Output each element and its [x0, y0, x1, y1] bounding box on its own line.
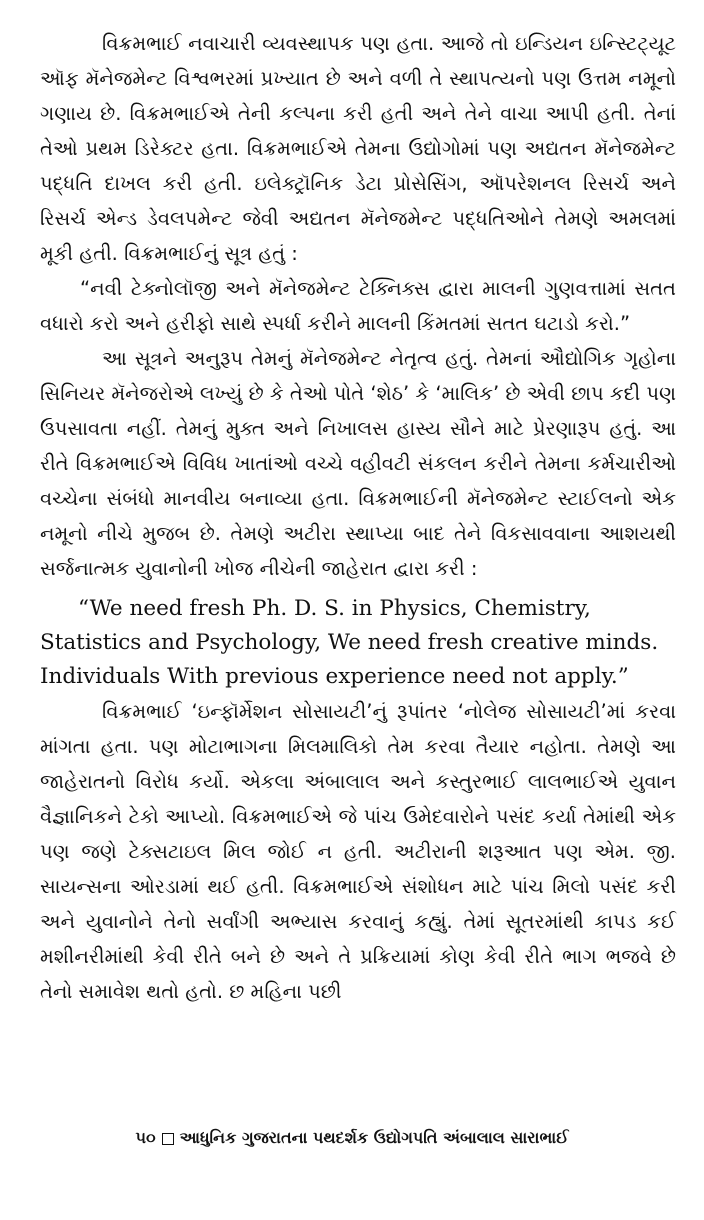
paragraph-innovative-manager: વિક્રમભાઈ નવાચારી વ્યવસ્થાપક પણ હતા. આજે તો ઇન્ડિયન ઇન્સ્ટિટ્યૂટ ઑફ મૅનેજમેન્ટ વિશ્વભરમાં પ્રખ્યાત છે અને વળી તે સ્થાપત્યનો પણ ઉત્તમ નમૂનો ગણાય છે. વિક્રમભાઈએ તેની કલ્પના કરી હતી અને તેને વાચા આપી હતી. તેનાં તેઓ પ્રથમ ડિરેક્ટર હતા. વિક્રમભાઈએ તેમના ઉદ્યોગોમાં પણ અદ્યતન મૅનેજમેન્ટ પદ્ધતિ દાખલ કરી હતી. ઇલેક્ટ્રૉનિક ડેટા પ્રોસેસિંગ, ઑપરેશનલ રિસર્ચ અને રિસર્ચ એન્ડ ડેવલપમેન્ટ જેવી અદ્યતન મૅનેજમેન્ટ પદ્ધતિઓને તેમણે અમલમાં મૂકી હતી. વિક્રમભાઈનું સૂત્ર હતું : [40, 32, 676, 265]
page-body [40, 26, 676, 1009]
gujarati-quote: “નવી ટેક્નોલૉજી અને મૅનેજમેન્ટ ટેક્નિક્સ દ્વારા માલની ગુણવત્તામાં સતત વધારો કરો અને હરીફો સાથે સ્પર્ધા કરીને માલની કિંમતમાં સતત ઘટાડો કરો.” [40, 277, 676, 335]
english-quote-line-2: Statistics and Psychology, We need fresh creative minds. [40, 630, 659, 655]
book-title: આધુનિક ગુજરાતના પથદર્શક ઉદ્યોગપતિ અંબાલાલ સારાભાઈ [179, 1128, 569, 1147]
page-number: ૫૦ [135, 1128, 156, 1147]
page-footer [0, 1128, 704, 1148]
english-quote-line-3: Individuals With previous experience need not apply.” [40, 664, 629, 689]
english-quote [40, 592, 676, 694]
paragraph-management-leadership: આ સૂત્રને અનુરૂપ તેમનું મૅનેજમેન્ટ નેતૃત્વ હતું. તેમનાં ઔદ્યોગિક ગૃહોના સિનિયર મૅનેજરોએ લખ્યું છે કે તેઓ પોતે ‘શેઠ’ કે ‘માલિક’ છે એવી છાપ કદી પણ ઉપસાવતા નહીં. તેમનું મુક્ત અને નિખાલસ હાસ્ય સૌને માટે પ્રેરણારૂપ હતું. આ રીતે વિક્રમભાઈએ વિવિધ ખાતાંઓ વચ્ચે વહીવટી સંકલન કરીને તેમના કર્મચારીઓ વચ્ચેના સંબંધો માનવીય બનાવ્યા હતા. વિક્રમભાઈની મૅનેજમેન્ટ સ્ટાઈલનો એક નમૂનો નીચે મુજબ છે. તેમણે અટીરા સ્થાપ્યા બાદ તેને વિકસાવવાના આશયથી સર્જનાત્મક યુવાનોની ખોજ નીચેની જાહેરાત દ્વારા કરી : [40, 347, 677, 580]
square-bullet-icon [162, 1133, 174, 1145]
english-quote-line-1: “We need fresh Ph. D. S. in Physics, Chemistry, [78, 596, 591, 621]
paragraph-knowledge-society: વિક્રમભાઈ ‘ઇન્ફૉર્મેશન સોસાયટી’નું રૂપાંતર ‘નોલેજ સોસાયટી’માં કરવા માંગતા હતા. પણ મોટાભાગના મિલમાલિકો તેમ કરવા તૈયાર નહોતા. તેમણે આ જાહેરાતનો વિરોધ કર્યો. એકલા અંબાલાલ અને કસ્તુરભાઈ લાલભાઈએ યુવાન વૈજ્ઞાનિકને ટેકો આપ્યો. વિક્રમભાઈએ જે પાંચ ઉમેદવારોને પસંદ કર્યા તેમાંથી એક પણ જણે ટેક્સટાઇલ મિલ જોઈ ન હતી. અટીરાની શરૂઆત પણ એમ. જી. સાયન્સના ઓરડામાં થઈ હતી. વિક્રમભાઈએ સંશોધન માટે પાંચ મિલો પસંદ કરી અને યુવાનોને તેનો સર્વાંગી અભ્યાસ કરવાનું કહ્યું. તેમાં સૂતરમાંથી કાપડ કઈ મશીનરીમાંથી કેવી રીતે બને છે અને તે પ્રક્રિયામાં કોણ કેવી રીતે ભાગ ભજવે છે તેનો સમાવેશ થતો હતો. છ મહિના પછી [40, 700, 676, 1003]
